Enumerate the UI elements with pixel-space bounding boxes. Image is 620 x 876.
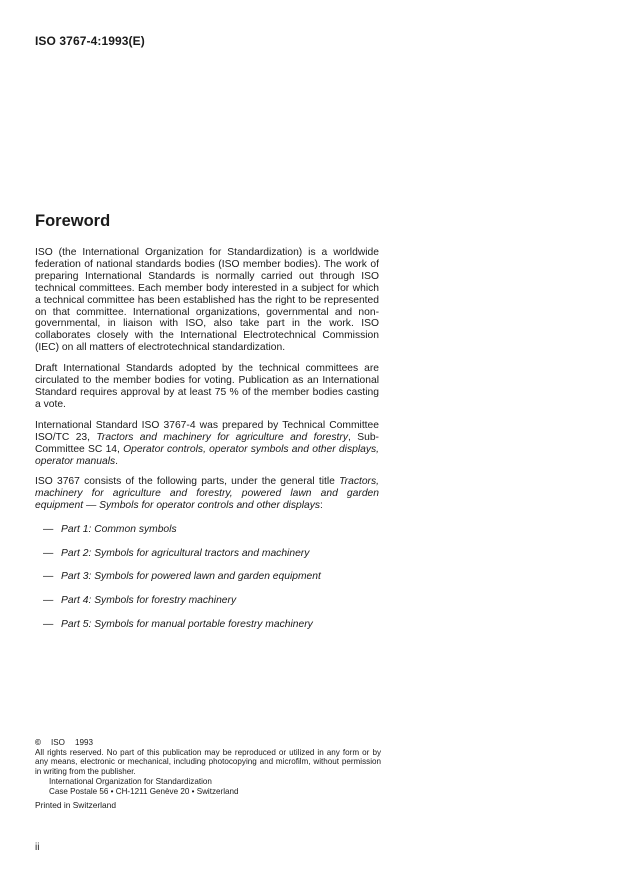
part-label: Part 1: Common symbols: [61, 524, 177, 536]
committee-title: Tractors and machinery for agriculture and forestry: [96, 431, 348, 443]
rights-statement: All rights reserved. No part of this publication may be reproduced or utilized in any form or by any means, electronic or mechanical, including photocopying and microfilm, without permission in writing from the publisher.: [35, 747, 381, 777]
list-dash: —: [43, 547, 54, 559]
parts-intro-text: ISO 3767 consists of the following parts, under the general title: [35, 476, 340, 488]
list-dash: —: [43, 594, 54, 606]
list-dash: —: [43, 618, 54, 630]
preparation-text-2: , Sub-Committee SC 14,: [35, 431, 379, 455]
list-item: [35, 571, 379, 595]
organization-address: Case Postale 56 • CH-1211 Genève 20 • Switzerland: [49, 786, 239, 796]
subcommittee-title: Operator controls, operator symbols and other displays, operator manuals: [35, 443, 379, 467]
page-number: ii: [35, 842, 40, 853]
list-item: [35, 548, 379, 572]
list-item: [35, 524, 379, 548]
list-item: [35, 619, 379, 643]
part-label: Part 4: Symbols for forestry machinery: [61, 594, 237, 606]
printed-notice: Printed in Switzerland: [35, 800, 116, 810]
section-title: Foreword: [35, 212, 111, 230]
part-label: Part 5: Symbols for manual portable forestry machinery: [61, 618, 313, 630]
list-dash: —: [43, 571, 54, 583]
general-title: Tractors, machinery for agriculture and forestry, powered lawn and garden equipment — Symbols for operator controls and other displays: [35, 476, 379, 512]
document-header: ISO 3767-4:1993(E): [35, 34, 145, 48]
list-dash: —: [43, 524, 54, 536]
preparation-text-3: .: [115, 455, 119, 467]
part-label: Part 3: Symbols for powered lawn and garden equipment: [61, 571, 321, 583]
parts-list: [35, 524, 379, 642]
paragraph-parts-intro: [35, 476, 379, 512]
copyright-year: 1993: [74, 738, 93, 747]
paragraph-preparation: [35, 420, 379, 468]
parts-intro-colon: :: [320, 500, 323, 512]
part-label: Part 2: Symbols for agricultural tractors and machinery: [61, 547, 310, 559]
copyright-symbol: ©: [35, 738, 41, 747]
copyright-notice: [35, 738, 381, 796]
organization-name: International Organization for Standardization: [49, 776, 212, 786]
paragraph-draft-standards: Draft International Standards adopted by the technical committees are circulated to the member bodies for voting. Publication as an International Standard requires approval by at least 75 % of the member bodies casting a vote.: [35, 363, 379, 410]
copyright-line: [35, 738, 381, 748]
preparation-text-1: International Standard ISO 3767-4 was prepared by Technical Committee ISO/TC 23,: [35, 419, 379, 443]
paragraph-iso-intro: ISO (the International Organization for Standardization) is a worldwide federation of national standards bodies (ISO member bodies). The work of preparing International Standards is normally carried out through ISO technical committees. Each member body interested in a subject for which a technical committee has been established has the right to be represented on that committee. International organizations, governmental and non-governmental, in liaison with ISO, also take part in the work. ISO collaborates closely with the International Electrotechnical Commission (IEC) on all matters of electrotechnical standardization.: [35, 247, 379, 354]
copyright-owner: ISO: [51, 738, 65, 747]
list-item: [35, 595, 379, 619]
foreword-body: [35, 247, 379, 642]
